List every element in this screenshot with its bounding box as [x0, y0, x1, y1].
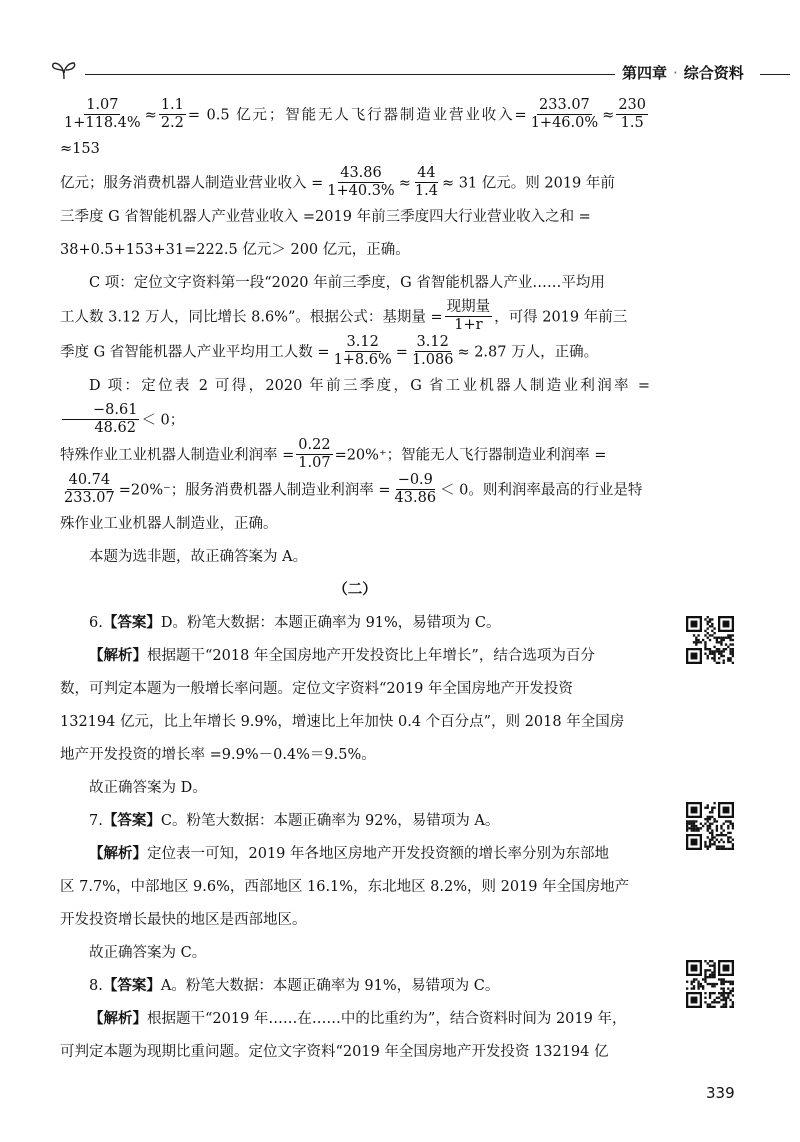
fraction: $\frac{43.86}{1+40.3\%}$ — [327, 165, 395, 199]
page-body — [60, 98, 650, 1069]
fraction: $\frac{44}{1.4}$ — [414, 165, 438, 199]
paragraph: 殊作业工业机器人制造业，正确。 — [60, 516, 278, 532]
paragraph: 【解析】定位表一可知，2019 年各地区房地产开发投资额的增长率分别为东部地 — [89, 846, 610, 862]
header-rule-right — [760, 74, 790, 75]
paragraph: 故正确答案为 D。 — [89, 780, 207, 796]
fraction: $\frac{3.12}{1+8.6\%}$ — [333, 334, 392, 368]
answer-tag: 【答案】 — [102, 615, 161, 631]
paragraph: 特殊作业工业机器人制造业利润率 = $\frac{0.22}{1.07}$ =20%⁺；智能无人飞行器制造业利润率 = — [60, 437, 607, 471]
fraction: $\frac{40.74}{233.07}$ — [64, 472, 115, 506]
paragraph: 季度 G 省智能机器人产业平均用工人数 = $\frac{3.12}{1+8.6\%}$ = $\frac{3.12}{1.086}$ ≈ 2.87 万人，正确。 — [60, 334, 599, 368]
paragraph: 38+0.5+153+31=222.5 亿元＞ 200 亿元，正确。 — [60, 242, 410, 258]
answer-tag: 【答案】 — [102, 978, 161, 994]
fraction: $\frac{233.07}{1+46.0\%}$ — [530, 97, 599, 131]
header-chapter: 第四章 — [622, 64, 668, 82]
answer-tag: 【答案】 — [102, 813, 161, 829]
paragraph: 本题为选非题，故正确答案为 A。 — [89, 549, 308, 565]
qr-code-icon[interactable] — [686, 802, 734, 850]
paragraph: 数，可判定本题为一般增长率问题。定位文字资料“2019 年全国房地产开发投资 — [60, 681, 573, 697]
paragraph: C 项：定位文字资料第一段“2020 年前三季度，G 省智能机器人产业……平均用 — [89, 275, 605, 291]
paragraph: 三季度 G 省智能机器人产业营业收入 =2019 年前三季度四大行业营业收入之和 = — [60, 209, 591, 225]
fraction: $\frac{\text{现期量}}{1+r}$ — [446, 299, 491, 333]
header-section: 综合资料 — [683, 64, 744, 82]
analysis-tag: 【解析】 — [89, 1011, 147, 1027]
paragraph: 区 7.7%，中部地区 9.6%，西部地区 16.1%，东北地区 8.2%，则 2019 年全国房地产 — [60, 879, 630, 895]
fraction: $\frac{3.12}{1.086}$ — [411, 334, 454, 368]
fraction: $\frac{1.1}{2.2}$ — [160, 97, 184, 131]
qr-code-icon[interactable] — [686, 960, 734, 1008]
paragraph: 开发投资增长最快的地区是西部地区。 — [60, 912, 307, 928]
paragraph: 【解析】根据题干“2018 年全国房地产开发投资比上年增长”，结合选项为百分 — [89, 648, 595, 664]
paragraph: 【解析】根据题干“2019 年……在……中的比重约为”，结合资料时间为 2019 年， — [89, 1011, 627, 1027]
fraction: $\frac{-0.9}{43.86}$ — [394, 472, 437, 506]
paragraph: D 项：定位表 2 可得，2020 年前三季度，G 省工业机器人制造业利润率 = $\frac{-8.61}{48.62}$ ＜ 0； — [60, 370, 650, 438]
qr-code-icon[interactable] — [686, 616, 734, 664]
leaf-sprout-icon — [50, 58, 78, 80]
header-title: 第四章 · 综合资料 — [622, 64, 744, 82]
header-rule — [85, 74, 615, 75]
analysis-tag: 【解析】 — [89, 846, 147, 862]
answer-line: 6.【答案】D。粉笔大数据：本题正确率为 91%，易错项为 C。 — [89, 615, 501, 631]
paragraph: 132194 亿元，比上年增长 9.9%，增速比上年加快 0.4 个百分点”，则 2018 年全国房 — [60, 714, 625, 730]
answer-line: 7.【答案】C。粉笔大数据：本题正确率为 92%，易错项为 A。 — [89, 813, 500, 829]
answer-line: 8.【答案】A。粉笔大数据：本题正确率为 91%，易错项为 C。 — [89, 978, 500, 994]
paragraph: 地产开发投资的增长率 =9.9%－0.4%＝9.5%。 — [60, 747, 376, 763]
page-number: 339 — [706, 1084, 735, 1102]
fraction: $\frac{0.22}{1.07}$ — [298, 437, 331, 471]
paragraph: $\frac{1.07}{1+118.4\%}$ ≈ $\frac{1.1}{2.2}$ = 0.5 亿元；智能无人飞行器制造业营业收入= $\frac{233.07}{1+46.0\%}$ ≈ $\frac{230}{1.5}$ ≈153 — [60, 97, 646, 157]
paragraph: 亿元；服务消费机器人制造业营业收入 = $\frac{43.86}{1+40.3\%}$ ≈ $\frac{44}{1.4}$ ≈ 31 亿元。则 2019 年前 — [60, 165, 615, 199]
fraction: $\frac{230}{1.5}$ — [618, 97, 646, 131]
analysis-tag: 【解析】 — [89, 648, 147, 664]
fraction: $\frac{1.07}{1+118.4\%}$ — [64, 97, 141, 131]
paragraph: 工人数 3.12 万人，同比增长 8.6%”。根据公式：基期量 = $\frac{\text{现期量}}{1+r}$ ，可得 2019 年前三 — [60, 299, 628, 333]
paragraph: 故正确答案为 C。 — [89, 945, 207, 961]
paragraph: 可判定本题为现期比重问题。定位文字资料“2019 年全国房地产开发投资 132194 亿 — [60, 1044, 609, 1060]
paragraph: $\frac{40.74}{233.07}$ =20%⁻；服务消费机器人制造业利润率 = $\frac{-0.9}{43.86}$ ＜ 0。则利润率最高的行业是特 — [64, 472, 643, 506]
fraction: $\frac{-8.61}{48.62}$ — [62, 402, 139, 437]
page-header — [30, 52, 790, 88]
section-title: （二） — [333, 582, 377, 598]
